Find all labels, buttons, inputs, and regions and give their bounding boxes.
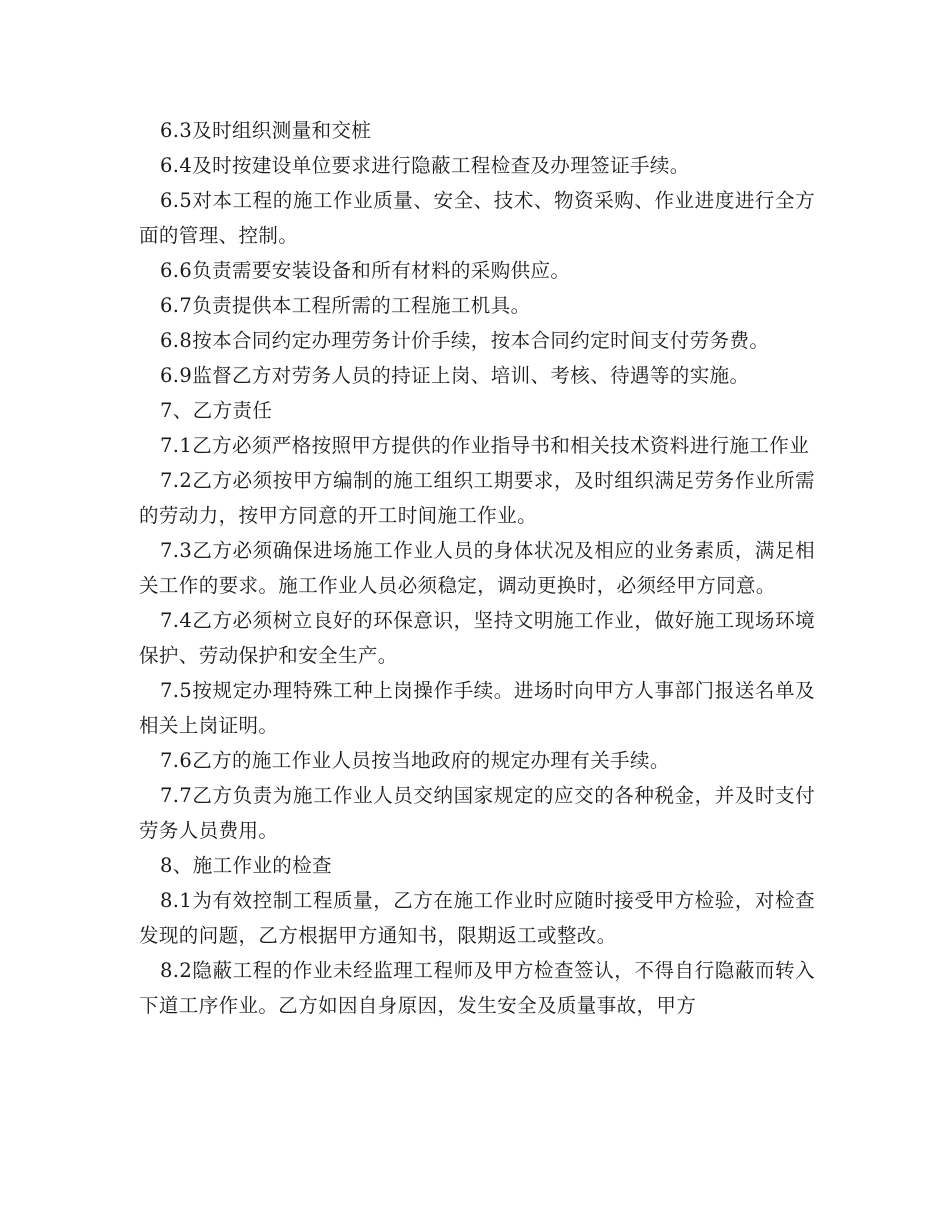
paragraph-7-6: 7.6乙方的施工作业人员按当地政府的规定办理有关手续。 — [160, 749, 670, 772]
paragraph-7-1: 7.1乙方必须严格按照甲方提供的作业指导书和相关技术资料进行施工作业 — [160, 434, 810, 457]
paragraph-7-4: 7.4乙方必须树立良好的环保意识，坚持文明施工作业，做好施工现场环境保护、劳动保护和安全生产。 — [139, 609, 815, 667]
paragraph-6-8: 6.8按本合同约定办理劳务计价手续，按本合同约定时间支付劳务费。 — [160, 329, 770, 352]
paragraph-7-2: 7.2乙方必须按甲方编制的施工组织工期要求，及时组织满足劳务作业所需的劳动力，按甲方同意的开工时间施工作业。 — [139, 469, 815, 527]
document-page — [139, 113, 815, 1023]
section-heading-8: 8、施工作业的检查 — [160, 854, 333, 877]
paragraph-7-7: 7.7乙方负责为施工作业人员交纳国家规定的应交的各种税金，并及时支付劳务人员费用。 — [139, 784, 815, 842]
paragraph-8-2: 8.2隐蔽工程的作业未经监理工程师及甲方检查签认，不得自行隐蔽而转入下道工序作业。乙方如因自身原因，发生安全及质量事故，甲方 — [139, 959, 815, 1017]
paragraph-7-3: 7.3乙方必须确保进场施工作业人员的身体状况及相应的业务素质，满足相关工作的要求。施工作业人员必须稳定，调动更换时，必须经甲方同意。 — [139, 539, 815, 597]
paragraph-8-1: 8.1为有效控制工程质量，乙方在施工作业时应随时接受甲方检验，对检查发现的问题，乙方根据甲方通知书，限期返工或整改。 — [139, 889, 815, 947]
section-heading-7: 7、乙方责任 — [160, 399, 273, 422]
paragraph-7-5: 7.5按规定办理特殊工种上岗操作手续。进场时向甲方人事部门报送名单及相关上岗证明。 — [139, 679, 815, 737]
paragraph-6-6: 6.6负责需要安装设备和所有材料的采购供应。 — [160, 259, 571, 282]
paragraph-6-7: 6.7负责提供本工程所需的工程施工机具。 — [160, 294, 531, 317]
paragraph-6-5: 6.5对本工程的施工作业质量、安全、技术、物资采购、作业进度进行全方面的管理、控制。 — [139, 189, 815, 247]
paragraph-6-3: 6.3及时组织测量和交桩 — [160, 119, 372, 142]
paragraph-6-9: 6.9监督乙方对劳务人员的持证上岗、培训、考核、待遇等的实施。 — [160, 364, 750, 387]
paragraph-6-4: 6.4及时按建设单位要求进行隐蔽工程检查及办理签证手续。 — [160, 154, 690, 177]
